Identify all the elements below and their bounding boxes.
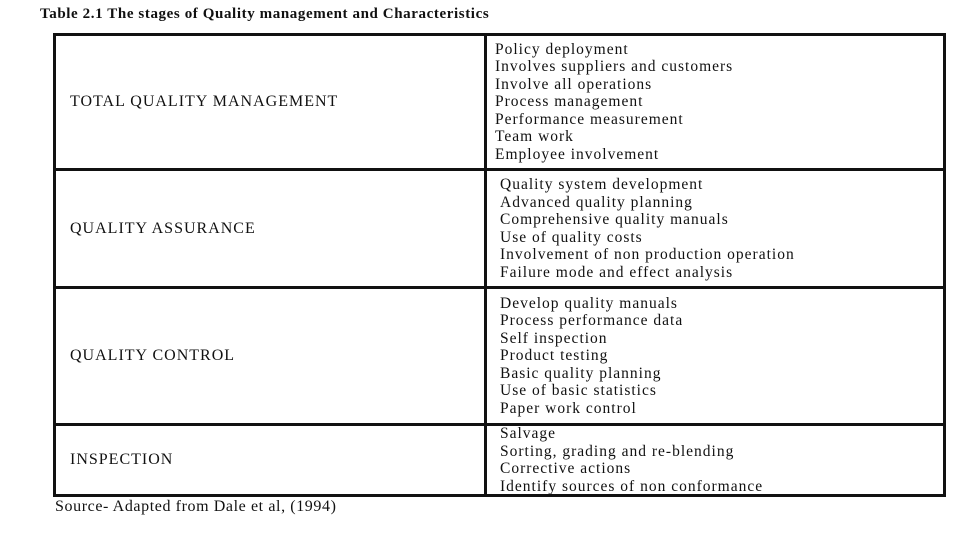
characteristic-item: Involvement of non production operation	[500, 246, 795, 263]
characteristic-item: Policy deployment	[495, 40, 629, 58]
characteristic-item: Self inspection	[500, 329, 608, 347]
quality-stages-table	[53, 33, 946, 497]
characteristic-item: Use of quality costs	[500, 228, 643, 246]
characteristic-item: Employee involvement	[495, 145, 660, 163]
characteristic-item: Involves suppliers and customers	[495, 58, 734, 76]
characteristic-item: Paper work control	[500, 399, 637, 417]
table-row-tqm	[56, 36, 943, 168]
characteristics-cell	[487, 36, 943, 168]
characteristic-item: Salvage	[500, 426, 557, 442]
characteristics-cell	[487, 289, 943, 423]
characteristic-item: Advanced quality planning	[500, 193, 693, 211]
characteristic-item: Product testing	[500, 347, 609, 365]
characteristic-item: Process performance data	[500, 312, 684, 330]
table-row-qc	[56, 286, 943, 423]
characteristic-item: Comprehensive quality manuals	[500, 211, 729, 228]
source-note: Source- Adapted from Dale et al, (1994)	[55, 498, 337, 515]
characteristics-cell	[487, 426, 943, 494]
characteristic-item: Identify sources of non conformance	[500, 477, 764, 494]
characteristic-item: Develop quality manuals	[500, 294, 678, 312]
stage-cell: QUALITY ASSURANCE	[56, 171, 487, 286]
characteristic-item: Corrective actions	[500, 460, 632, 477]
stage-cell: TOTAL QUALITY MANAGEMENT	[56, 36, 487, 168]
characteristics-cell	[487, 171, 943, 286]
stage-cell: QUALITY CONTROL	[56, 289, 487, 423]
table-row-inspection	[56, 423, 943, 494]
stage-cell: INSPECTION	[56, 426, 487, 494]
characteristic-item: Sorting, grading and re-blending	[500, 442, 735, 460]
characteristic-item: Performance measurement	[495, 110, 684, 128]
characteristic-item: Quality system development	[500, 176, 704, 193]
characteristic-item: Failure mode and effect analysis	[500, 263, 734, 281]
characteristic-item: Team work	[495, 128, 574, 146]
characteristic-item: Involve all operations	[495, 75, 653, 93]
characteristic-item: Basic quality planning	[500, 364, 662, 382]
characteristic-item: Process management	[495, 93, 644, 111]
characteristic-item: Use of basic statistics	[500, 382, 657, 400]
table-row-qa	[56, 168, 943, 286]
table-caption: Table 2.1 The stages of Quality management and Characteristics	[40, 6, 490, 22]
